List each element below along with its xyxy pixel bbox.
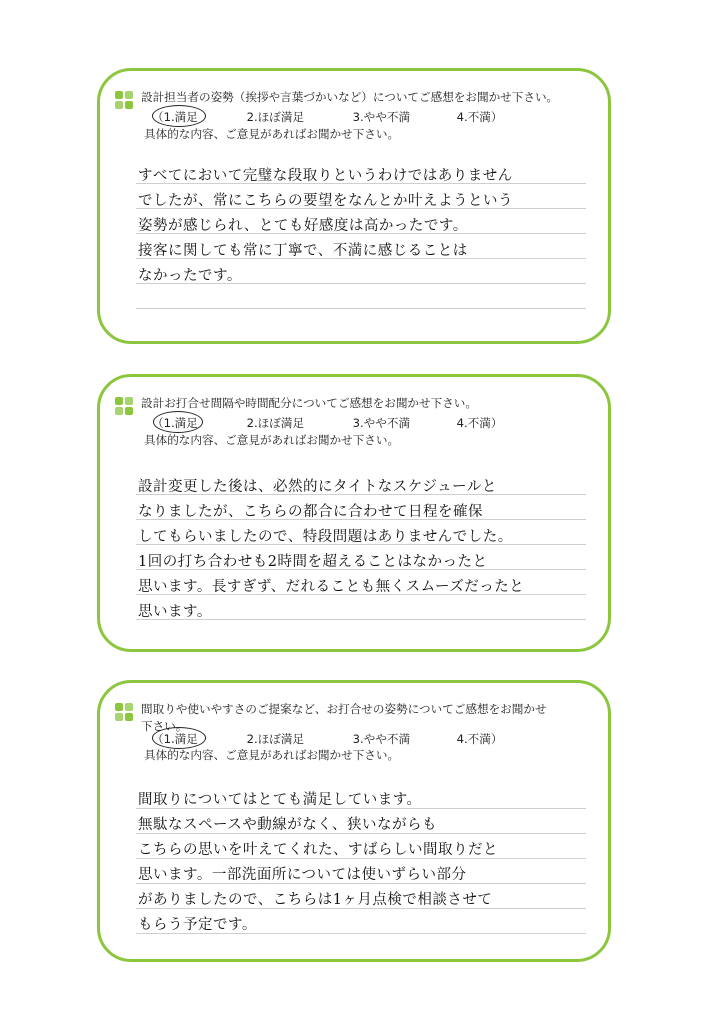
- option-somewhat-dissatisfied: 3.やや不満: [352, 110, 411, 124]
- answer-line: こちらの思いを叶えてくれた、すばらしい間取りだと: [138, 842, 498, 858]
- answer-line: でしたが、常にこちらの要望をなんとか叶えようという: [138, 193, 513, 209]
- option-mostly-satisfied: 2.ほぼ満足: [246, 416, 305, 430]
- options-open-paren: （: [152, 110, 164, 124]
- leaf-logo-icon: [115, 91, 135, 111]
- comment-prompt: 具体的な内容、ご意見があればお聞かせ下さい。: [144, 127, 400, 141]
- selected-circle-mark: [152, 727, 206, 749]
- question-text: 設計担当者の姿勢（挨拶や言葉づかいなど）についてご感想をお聞かせ下さい。: [141, 90, 559, 104]
- question-text: 設計お打合せ間隔や時間配分についてご感想をお聞かせ下さい。: [141, 396, 477, 410]
- option-mostly-satisfied: 2.ほぼ満足: [246, 110, 305, 124]
- answer-line: 思います。: [138, 604, 212, 620]
- answer-line: 姿勢が感じられ、とても好感度は高かったです。: [138, 218, 468, 234]
- answer-line: 1回の打ち合わせも2時間を超えることはなかったと: [138, 554, 488, 570]
- rating-options: [152, 415, 598, 431]
- option-somewhat-dissatisfied: 3.やや不満: [352, 732, 411, 746]
- option-dissatisfied: 4.不満）: [456, 732, 503, 746]
- options-open-paren: （: [152, 732, 164, 746]
- comment-prompt: 具体的な内容、ご意見があればお聞かせ下さい。: [144, 748, 400, 762]
- survey-panel-staff-attitude: [97, 68, 611, 344]
- answer-line: 思います。一部洗面所については使いずらい部分: [138, 867, 467, 883]
- question-text: 間取りや使いやすさのご提案など、お打合せの姿勢についてご感想をお聞かせ下さい。: [141, 702, 547, 733]
- answer-line: 思います。長すぎず、だれることも無くスムーズだったと: [138, 579, 525, 595]
- survey-panel-layout-proposal: [97, 680, 611, 962]
- answer-line: 設計変更した後は、必然的にタイトなスケジュールと: [138, 479, 497, 495]
- selected-circle-mark: [153, 411, 203, 433]
- leaf-logo-icon: [115, 703, 135, 723]
- option-dissatisfied: 4.不満）: [456, 110, 503, 124]
- leaf-logo-icon: [115, 397, 135, 417]
- answer-line: がありましたので、こちらは1ヶ月点検で相談させて: [138, 892, 493, 908]
- comment-prompt: 具体的な内容、ご意見があればお聞かせ下さい。: [144, 433, 400, 447]
- option-satisfied: 1.満足: [163, 416, 198, 430]
- option-dissatisfied: 4.不満）: [456, 416, 503, 430]
- answer-line: なりましたが、こちらの都合に合わせて日程を確保: [138, 504, 483, 520]
- option-satisfied: 1.満足: [163, 110, 198, 124]
- answer-line: 間取りについてはとても満足しています。: [138, 792, 422, 808]
- answer-line: すべてにおいて完璧な段取りというわけではありません: [138, 168, 513, 184]
- rating-options: [152, 731, 598, 747]
- survey-panel-meeting-time: [97, 374, 611, 652]
- answer-line: 無駄なスペースや動線がなく、狭いながらも: [138, 817, 437, 833]
- option-somewhat-dissatisfied: 3.やや不満: [352, 416, 411, 430]
- answer-line: してもらいましたので、特段問題はありませんでした。: [138, 529, 513, 545]
- answer-line: なかったです。: [138, 268, 242, 284]
- options-open-paren: （: [152, 416, 164, 430]
- selected-circle-mark: [152, 105, 206, 127]
- option-satisfied: 1.満足: [163, 732, 198, 746]
- answer-line: もらう予定です。: [138, 917, 257, 933]
- option-mostly-satisfied: 2.ほぼ満足: [246, 732, 305, 746]
- rating-options: [152, 109, 598, 125]
- answer-line: 接客に関しても常に丁寧で、不満に感じることは: [138, 243, 468, 259]
